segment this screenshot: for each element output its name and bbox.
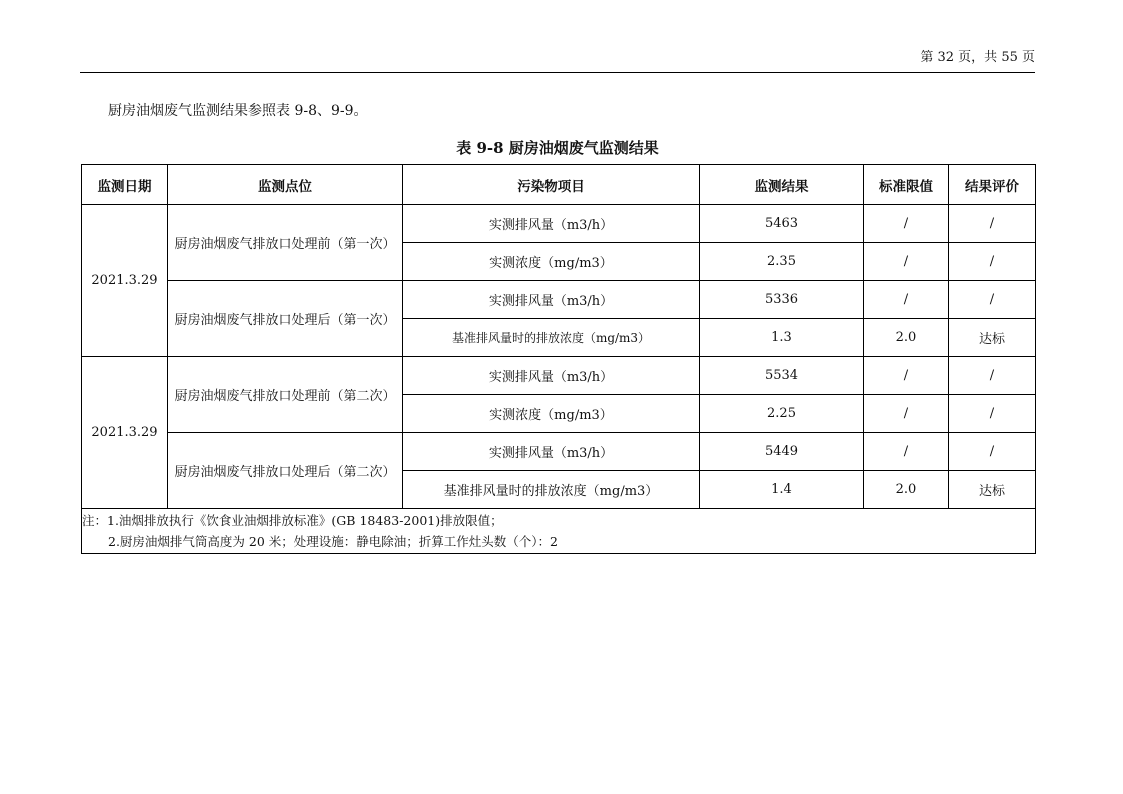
item-cell: 实测浓度（mg/m3）: [403, 243, 700, 281]
item-cell: 实测排风量（m3/h）: [403, 281, 700, 319]
result-cell: 1.3: [700, 319, 864, 357]
result-cell: 5336: [700, 281, 864, 319]
eval-cell: /: [949, 433, 1036, 471]
item-cell: 基准排风量时的排放浓度（mg/m3）: [403, 319, 700, 357]
result-cell: 5449: [700, 433, 864, 471]
item-cell: 实测排风量（m3/h）: [403, 357, 700, 395]
point-cell: 厨房油烟废气排放口处理后（第一次）: [168, 281, 403, 357]
item-cell: 实测排风量（m3/h）: [403, 433, 700, 471]
table-header-row: [82, 165, 1036, 205]
date-cell: 2021.3.29: [82, 357, 168, 509]
header-point: 监测点位: [168, 165, 403, 205]
table-row: [82, 281, 1036, 319]
limit-cell: /: [864, 243, 949, 281]
eval-cell: 达标: [949, 471, 1036, 509]
page-number: 第 32 页，共 55 页: [920, 50, 1035, 65]
limit-cell: /: [864, 205, 949, 243]
monitoring-results-table: [81, 164, 1036, 554]
result-cell: 1.4: [700, 471, 864, 509]
date-cell: 2021.3.29: [82, 205, 168, 357]
table-row: [82, 433, 1036, 471]
point-cell: 厨房油烟废气排放口处理前（第二次）: [168, 357, 403, 433]
table-row: [82, 205, 1036, 243]
table-notes: [82, 509, 1036, 554]
header-date: 监测日期: [82, 165, 168, 205]
limit-cell: 2.0: [864, 319, 949, 357]
limit-cell: /: [864, 281, 949, 319]
eval-cell: /: [949, 243, 1036, 281]
result-cell: 5534: [700, 357, 864, 395]
limit-cell: /: [864, 433, 949, 471]
item-cell: 实测排风量（m3/h）: [403, 205, 700, 243]
eval-cell: /: [949, 205, 1036, 243]
limit-cell: /: [864, 357, 949, 395]
intro-text: 厨房油烟废气监测结果参照表 9-8、9-9。: [108, 103, 368, 119]
eval-cell: 达标: [949, 319, 1036, 357]
page-header: [80, 44, 1035, 73]
limit-cell: 2.0: [864, 471, 949, 509]
table-row: [82, 357, 1036, 395]
item-cell: 实测浓度（mg/m3）: [403, 395, 700, 433]
point-cell: 厨房油烟废气排放口处理前（第一次）: [168, 205, 403, 281]
note-line-2: 2.厨房油烟排气筒高度为 20 米；处理设施：静电除油；折算工作灶头数（个）：2: [108, 534, 558, 549]
notes-row: [82, 509, 1036, 554]
note-line-1: 注：1.油烟排放执行《饮食业油烟排放标准》(GB 18483-2001)排放限值；: [82, 513, 503, 528]
eval-cell: /: [949, 281, 1036, 319]
eval-cell: /: [949, 357, 1036, 395]
header-eval: 结果评价: [949, 165, 1036, 205]
result-cell: 2.35: [700, 243, 864, 281]
header-result: 监测结果: [700, 165, 864, 205]
header-item: 污染物项目: [403, 165, 700, 205]
table-caption: 表 9-8 厨房油烟废气监测结果: [456, 139, 659, 157]
result-cell: 5463: [700, 205, 864, 243]
item-cell: 基准排风量时的排放浓度（mg/m3）: [403, 471, 700, 509]
result-cell: 2.25: [700, 395, 864, 433]
header-limit: 标准限值: [864, 165, 949, 205]
eval-cell: /: [949, 395, 1036, 433]
point-cell: 厨房油烟废气排放口处理后（第二次）: [168, 433, 403, 509]
limit-cell: /: [864, 395, 949, 433]
